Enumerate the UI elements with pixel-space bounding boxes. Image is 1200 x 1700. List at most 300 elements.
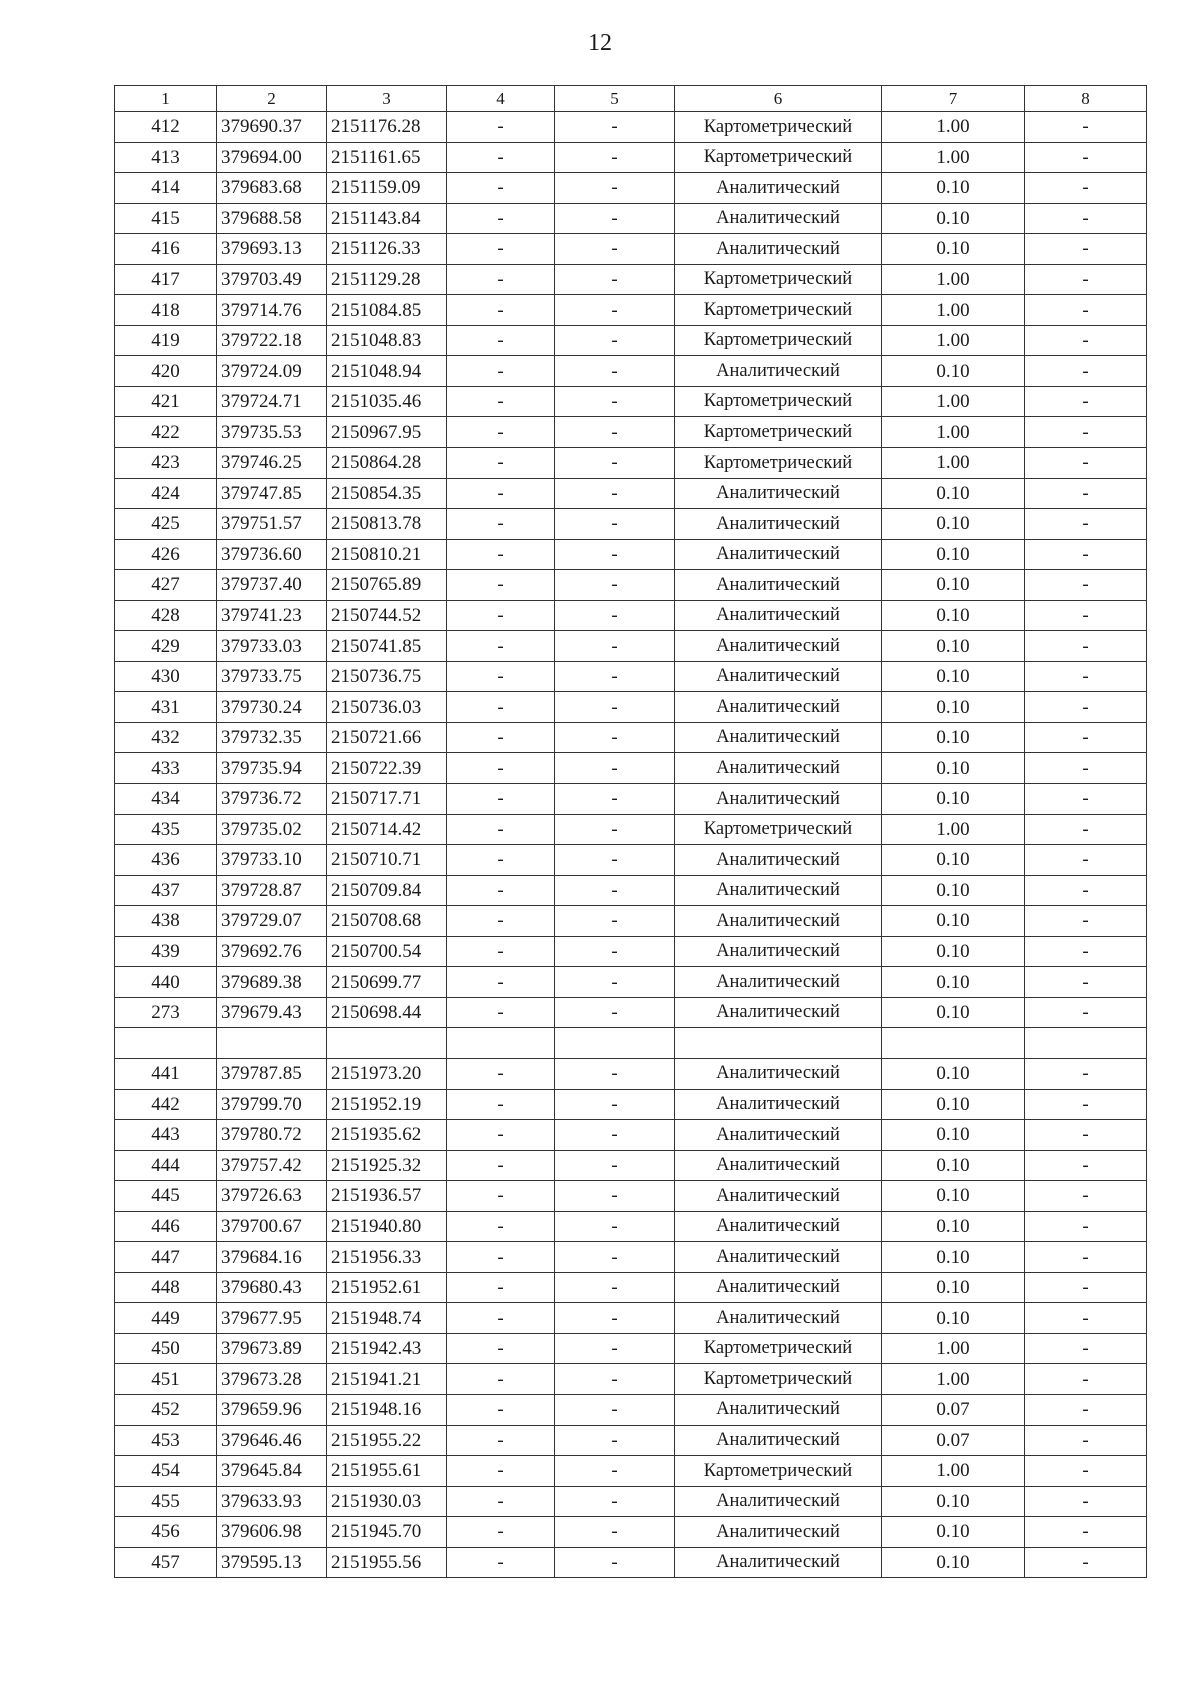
accuracy-cell: 1.00 [882, 264, 1025, 295]
col-4-value-cell: - [447, 1486, 555, 1517]
method-cell: Картометрический [675, 1333, 882, 1364]
method-cell: Аналитический [675, 509, 882, 540]
coordinates-table [114, 85, 1147, 1578]
accuracy-cell: 0.10 [882, 845, 1025, 876]
table-row [115, 1242, 1147, 1273]
method-cell: Аналитический [675, 1272, 882, 1303]
x-coordinate-cell: 379729.07 [217, 906, 327, 937]
col-8-value-cell: - [1025, 875, 1147, 906]
table-body [115, 86, 1147, 1578]
x-coordinate-cell: 379693.13 [217, 234, 327, 265]
col-5-value-cell: - [555, 967, 675, 998]
col-4-value-cell: - [447, 753, 555, 784]
col-4-value-cell: - [447, 845, 555, 876]
method-cell: Аналитический [675, 570, 882, 601]
y-coordinate-cell: 2150721.66 [327, 722, 447, 753]
col-5-value-cell: - [555, 570, 675, 601]
x-coordinate-cell: 379646.46 [217, 1425, 327, 1456]
col-4-value-cell: - [447, 1425, 555, 1456]
col-5-value-cell: - [555, 997, 675, 1028]
point-number-cell: 451 [115, 1364, 217, 1395]
col-4-value-cell: - [447, 417, 555, 448]
method-cell: Аналитический [675, 631, 882, 662]
y-coordinate-cell: 2151176.28 [327, 112, 447, 143]
col-5-value-cell: - [555, 173, 675, 204]
col-8-value-cell: - [1025, 997, 1147, 1028]
col-4-value-cell: - [447, 631, 555, 662]
col-8-value-cell: - [1025, 692, 1147, 723]
y-coordinate-cell: 2150864.28 [327, 448, 447, 479]
col-4-value-cell: - [447, 936, 555, 967]
x-coordinate-cell: 379677.95 [217, 1303, 327, 1334]
y-coordinate-cell: 2150698.44 [327, 997, 447, 1028]
y-coordinate-cell: 2151952.61 [327, 1272, 447, 1303]
table-row [115, 112, 1147, 143]
y-coordinate-cell: 2151035.46 [327, 386, 447, 417]
accuracy-cell: 0.10 [882, 1517, 1025, 1548]
table-row [115, 967, 1147, 998]
point-number-cell: 437 [115, 875, 217, 906]
accuracy-cell: 1.00 [882, 386, 1025, 417]
col-4-value-cell: - [447, 386, 555, 417]
point-number-cell: 424 [115, 478, 217, 509]
y-coordinate-cell: 2151143.84 [327, 203, 447, 234]
col-8-value-cell: - [1025, 234, 1147, 265]
y-coordinate-cell: 2151159.09 [327, 173, 447, 204]
col-8-value-cell: - [1025, 845, 1147, 876]
col-5-value-cell: - [555, 1242, 675, 1273]
accuracy-cell: 0.10 [882, 1150, 1025, 1181]
table-row [115, 417, 1147, 448]
col-4-value-cell: - [447, 967, 555, 998]
y-coordinate-cell: 2150717.71 [327, 784, 447, 815]
method-cell: Аналитический [675, 1181, 882, 1212]
col-5-value-cell: - [555, 784, 675, 815]
col-4-value-cell: - [447, 875, 555, 906]
y-coordinate-cell: 2151925.32 [327, 1150, 447, 1181]
table-row [115, 875, 1147, 906]
x-coordinate-cell: 379724.71 [217, 386, 327, 417]
col-5-value-cell: - [555, 631, 675, 662]
x-coordinate-cell: 379683.68 [217, 173, 327, 204]
x-coordinate-cell: 379688.58 [217, 203, 327, 234]
method-cell: Аналитический [675, 753, 882, 784]
col-5-value-cell: - [555, 234, 675, 265]
table-row [115, 753, 1147, 784]
table-row [115, 203, 1147, 234]
col-5-value-cell: - [555, 1058, 675, 1089]
method-cell: Аналитический [675, 1089, 882, 1120]
point-number-cell: 427 [115, 570, 217, 601]
accuracy-cell: 0.10 [882, 1272, 1025, 1303]
table-row [115, 173, 1147, 204]
col-5-value-cell: - [555, 906, 675, 937]
col-4-value-cell: - [447, 1303, 555, 1334]
col-5-value-cell: - [555, 509, 675, 540]
col-5-value-cell: - [555, 753, 675, 784]
table-row [115, 1333, 1147, 1364]
col-4-value-cell: - [447, 661, 555, 692]
x-coordinate-cell: 379680.43 [217, 1272, 327, 1303]
y-coordinate-cell: 2150714.42 [327, 814, 447, 845]
col-5-value-cell: - [555, 875, 675, 906]
point-number-cell: 440 [115, 967, 217, 998]
y-coordinate-cell [327, 1028, 447, 1059]
accuracy-cell: 0.10 [882, 234, 1025, 265]
col-4-value-cell: - [447, 814, 555, 845]
method-cell: Аналитический [675, 906, 882, 937]
y-coordinate-cell: 2151129.28 [327, 264, 447, 295]
table-row [115, 1456, 1147, 1487]
y-coordinate-cell: 2151973.20 [327, 1058, 447, 1089]
accuracy-cell: 1.00 [882, 814, 1025, 845]
method-cell: Картометрический [675, 112, 882, 143]
table-row [115, 1394, 1147, 1425]
method-cell: Картометрический [675, 325, 882, 356]
table-row [115, 845, 1147, 876]
y-coordinate-cell: 2151084.85 [327, 295, 447, 326]
y-coordinate-cell: 2151941.21 [327, 1364, 447, 1395]
accuracy-cell: 0.10 [882, 478, 1025, 509]
accuracy-cell: 1.00 [882, 112, 1025, 143]
y-coordinate-cell: 2151948.16 [327, 1394, 447, 1425]
x-coordinate-cell: 379692.76 [217, 936, 327, 967]
table-row [115, 386, 1147, 417]
x-coordinate-cell: 379633.93 [217, 1486, 327, 1517]
col-4-value-cell: - [447, 1272, 555, 1303]
table-row [115, 692, 1147, 723]
col-4-value-cell: - [447, 997, 555, 1028]
method-cell: Аналитический [675, 478, 882, 509]
x-coordinate-cell: 379728.87 [217, 875, 327, 906]
col-4-value-cell: - [447, 295, 555, 326]
accuracy-cell: 0.10 [882, 1486, 1025, 1517]
point-number-cell: 428 [115, 600, 217, 631]
table-row [115, 1058, 1147, 1089]
accuracy-cell: 1.00 [882, 142, 1025, 173]
method-cell: Аналитический [675, 722, 882, 753]
col-8-value-cell: - [1025, 142, 1147, 173]
col-5-value-cell: - [555, 1120, 675, 1151]
x-coordinate-cell: 379733.03 [217, 631, 327, 662]
x-coordinate-cell: 379735.02 [217, 814, 327, 845]
col-4-value-cell: - [447, 173, 555, 204]
y-coordinate-cell: 2150709.84 [327, 875, 447, 906]
table-row [115, 906, 1147, 937]
col-5-value-cell: - [555, 814, 675, 845]
table-row [115, 1547, 1147, 1578]
x-coordinate-cell: 379722.18 [217, 325, 327, 356]
point-number-cell: 449 [115, 1303, 217, 1334]
table-row [115, 539, 1147, 570]
method-cell: Аналитический [675, 1486, 882, 1517]
x-coordinate-cell [217, 1028, 327, 1059]
col-8-value-cell: - [1025, 1303, 1147, 1334]
col-4-value-cell: - [447, 325, 555, 356]
accuracy-cell: 0.10 [882, 936, 1025, 967]
col-8-value-cell: - [1025, 661, 1147, 692]
accuracy-cell: 0.10 [882, 722, 1025, 753]
x-coordinate-cell: 379737.40 [217, 570, 327, 601]
method-cell: Картометрический [675, 417, 882, 448]
method-cell: Картометрический [675, 448, 882, 479]
col-8-value-cell: - [1025, 784, 1147, 815]
table-row [115, 1272, 1147, 1303]
table-row [115, 1211, 1147, 1242]
x-coordinate-cell: 379736.60 [217, 539, 327, 570]
table-row [115, 1425, 1147, 1456]
method-cell: Картометрический [675, 814, 882, 845]
accuracy-cell: 0.10 [882, 509, 1025, 540]
col-5-value-cell: - [555, 692, 675, 723]
point-number-cell: 418 [115, 295, 217, 326]
accuracy-cell: 0.10 [882, 1547, 1025, 1578]
method-cell: Аналитический [675, 1120, 882, 1151]
method-cell: Аналитический [675, 1547, 882, 1578]
point-number-cell: 456 [115, 1517, 217, 1548]
col-8-value-cell: - [1025, 1089, 1147, 1120]
col-8-value-cell: - [1025, 1425, 1147, 1456]
table-row [115, 814, 1147, 845]
col-4-value-cell: - [447, 234, 555, 265]
accuracy-cell: 0.10 [882, 967, 1025, 998]
col-8-value-cell: - [1025, 1456, 1147, 1487]
col-4-value-cell: - [447, 142, 555, 173]
col-8-value-cell: - [1025, 478, 1147, 509]
y-coordinate-cell: 2150722.39 [327, 753, 447, 784]
method-cell: Аналитический [675, 875, 882, 906]
col-5-value-cell: - [555, 448, 675, 479]
col-4-value-cell: - [447, 112, 555, 143]
method-cell: Аналитический [675, 356, 882, 387]
col-4-value-cell: - [447, 1456, 555, 1487]
accuracy-cell: 0.10 [882, 570, 1025, 601]
x-coordinate-cell: 379733.75 [217, 661, 327, 692]
col-5-value-cell: - [555, 1456, 675, 1487]
method-cell: Аналитический [675, 661, 882, 692]
method-cell: Аналитический [675, 1517, 882, 1548]
accuracy-cell: 0.10 [882, 875, 1025, 906]
col-8-value-cell [1025, 1028, 1147, 1059]
column-header-2: 2 [217, 86, 327, 112]
col-4-value-cell: - [447, 539, 555, 570]
method-cell: Картометрический [675, 1456, 882, 1487]
col-5-value-cell: - [555, 1089, 675, 1120]
col-8-value-cell: - [1025, 1394, 1147, 1425]
method-cell: Аналитический [675, 845, 882, 876]
table-row [115, 142, 1147, 173]
accuracy-cell: 1.00 [882, 417, 1025, 448]
y-coordinate-cell: 2151126.33 [327, 234, 447, 265]
col-4-value-cell: - [447, 1058, 555, 1089]
point-number-cell: 441 [115, 1058, 217, 1089]
col-5-value-cell: - [555, 112, 675, 143]
col-8-value-cell: - [1025, 173, 1147, 204]
point-number-cell: 457 [115, 1547, 217, 1578]
y-coordinate-cell: 2151161.65 [327, 142, 447, 173]
y-coordinate-cell: 2150741.85 [327, 631, 447, 662]
point-number-cell: 432 [115, 722, 217, 753]
col-4-value-cell: - [447, 448, 555, 479]
col-4-value-cell: - [447, 1120, 555, 1151]
point-number-cell: 455 [115, 1486, 217, 1517]
x-coordinate-cell: 379741.23 [217, 600, 327, 631]
accuracy-cell: 0.10 [882, 1120, 1025, 1151]
method-cell: Картометрический [675, 1364, 882, 1395]
x-coordinate-cell: 379747.85 [217, 478, 327, 509]
y-coordinate-cell: 2150810.21 [327, 539, 447, 570]
x-coordinate-cell: 379659.96 [217, 1394, 327, 1425]
y-coordinate-cell: 2151952.19 [327, 1089, 447, 1120]
col-5-value-cell: - [555, 417, 675, 448]
x-coordinate-cell: 379757.42 [217, 1150, 327, 1181]
col-5-value-cell: - [555, 1150, 675, 1181]
table-row [115, 1150, 1147, 1181]
accuracy-cell: 0.10 [882, 631, 1025, 662]
point-number-cell: 413 [115, 142, 217, 173]
point-number-cell: 417 [115, 264, 217, 295]
x-coordinate-cell: 379700.67 [217, 1211, 327, 1242]
column-header-8: 8 [1025, 86, 1147, 112]
x-coordinate-cell: 379735.94 [217, 753, 327, 784]
point-number-cell: 442 [115, 1089, 217, 1120]
col-5-value-cell: - [555, 845, 675, 876]
table-row [115, 1089, 1147, 1120]
x-coordinate-cell: 379645.84 [217, 1456, 327, 1487]
col-8-value-cell: - [1025, 600, 1147, 631]
x-coordinate-cell: 379694.00 [217, 142, 327, 173]
y-coordinate-cell: 2151955.56 [327, 1547, 447, 1578]
col-5-value-cell: - [555, 1272, 675, 1303]
method-cell: Аналитический [675, 1058, 882, 1089]
table-row [115, 1364, 1147, 1395]
x-coordinate-cell: 379595.13 [217, 1547, 327, 1578]
column-header-4: 4 [447, 86, 555, 112]
table-row [115, 264, 1147, 295]
accuracy-cell: 1.00 [882, 325, 1025, 356]
col-8-value-cell: - [1025, 1547, 1147, 1578]
method-cell: Аналитический [675, 1211, 882, 1242]
point-number-cell: 446 [115, 1211, 217, 1242]
page-number: 12 [588, 30, 612, 56]
x-coordinate-cell: 379736.72 [217, 784, 327, 815]
col-8-value-cell: - [1025, 1486, 1147, 1517]
accuracy-cell: 0.10 [882, 692, 1025, 723]
x-coordinate-cell: 379751.57 [217, 509, 327, 540]
x-coordinate-cell: 379724.09 [217, 356, 327, 387]
col-4-value-cell: - [447, 1089, 555, 1120]
col-4-value-cell: - [447, 203, 555, 234]
y-coordinate-cell: 2151048.83 [327, 325, 447, 356]
col-5-value-cell: - [555, 1517, 675, 1548]
x-coordinate-cell: 379730.24 [217, 692, 327, 723]
y-coordinate-cell: 2151942.43 [327, 1333, 447, 1364]
x-coordinate-cell: 379673.28 [217, 1364, 327, 1395]
method-cell: Аналитический [675, 997, 882, 1028]
x-coordinate-cell: 379735.53 [217, 417, 327, 448]
accuracy-cell: 0.10 [882, 784, 1025, 815]
col-5-value-cell: - [555, 386, 675, 417]
table-row [115, 448, 1147, 479]
accuracy-cell: 1.00 [882, 1456, 1025, 1487]
accuracy-cell: 0.10 [882, 356, 1025, 387]
point-number-cell: 419 [115, 325, 217, 356]
col-4-value-cell: - [447, 784, 555, 815]
point-number-cell: 429 [115, 631, 217, 662]
y-coordinate-cell: 2151948.74 [327, 1303, 447, 1334]
col-5-value-cell [555, 1028, 675, 1059]
x-coordinate-cell: 379787.85 [217, 1058, 327, 1089]
col-4-value-cell: - [447, 722, 555, 753]
col-8-value-cell: - [1025, 814, 1147, 845]
point-number-cell: 433 [115, 753, 217, 784]
col-5-value-cell: - [555, 1303, 675, 1334]
col-5-value-cell: - [555, 1333, 675, 1364]
point-number-cell: 438 [115, 906, 217, 937]
col-4-value-cell: - [447, 1211, 555, 1242]
col-8-value-cell: - [1025, 1242, 1147, 1273]
col-5-value-cell: - [555, 356, 675, 387]
column-header-6: 6 [675, 86, 882, 112]
method-cell: Картометрический [675, 264, 882, 295]
point-number-cell: 439 [115, 936, 217, 967]
point-number-cell: 448 [115, 1272, 217, 1303]
column-header-3: 3 [327, 86, 447, 112]
point-number-cell: 434 [115, 784, 217, 815]
point-number-cell: 426 [115, 539, 217, 570]
accuracy-cell: 0.10 [882, 600, 1025, 631]
x-coordinate-cell: 379703.49 [217, 264, 327, 295]
point-number-cell: 414 [115, 173, 217, 204]
accuracy-cell: 0.10 [882, 997, 1025, 1028]
col-8-value-cell: - [1025, 295, 1147, 326]
method-cell: Аналитический [675, 967, 882, 998]
point-number-cell: 444 [115, 1150, 217, 1181]
col-8-value-cell: - [1025, 264, 1147, 295]
method-cell: Аналитический [675, 203, 882, 234]
col-8-value-cell: - [1025, 906, 1147, 937]
point-number-cell: 412 [115, 112, 217, 143]
col-5-value-cell: - [555, 1486, 675, 1517]
y-coordinate-cell: 2151955.22 [327, 1425, 447, 1456]
col-4-value-cell: - [447, 509, 555, 540]
accuracy-cell: 0.10 [882, 1303, 1025, 1334]
col-5-value-cell: - [555, 295, 675, 326]
table-row [115, 784, 1147, 815]
col-8-value-cell: - [1025, 570, 1147, 601]
col-8-value-cell: - [1025, 356, 1147, 387]
col-5-value-cell: - [555, 539, 675, 570]
col-8-value-cell: - [1025, 1333, 1147, 1364]
col-4-value-cell: - [447, 1394, 555, 1425]
col-5-value-cell: - [555, 325, 675, 356]
method-cell: Аналитический [675, 784, 882, 815]
y-coordinate-cell: 2150813.78 [327, 509, 447, 540]
col-5-value-cell: - [555, 1425, 675, 1456]
col-8-value-cell: - [1025, 1517, 1147, 1548]
method-cell: Картометрический [675, 386, 882, 417]
column-header-1: 1 [115, 86, 217, 112]
accuracy-cell [882, 1028, 1025, 1059]
table-row [115, 631, 1147, 662]
accuracy-cell: 0.10 [882, 906, 1025, 937]
col-8-value-cell: - [1025, 448, 1147, 479]
table-row [115, 1486, 1147, 1517]
point-number-cell: 452 [115, 1394, 217, 1425]
y-coordinate-cell: 2150765.89 [327, 570, 447, 601]
col-8-value-cell: - [1025, 1211, 1147, 1242]
col-8-value-cell: - [1025, 631, 1147, 662]
